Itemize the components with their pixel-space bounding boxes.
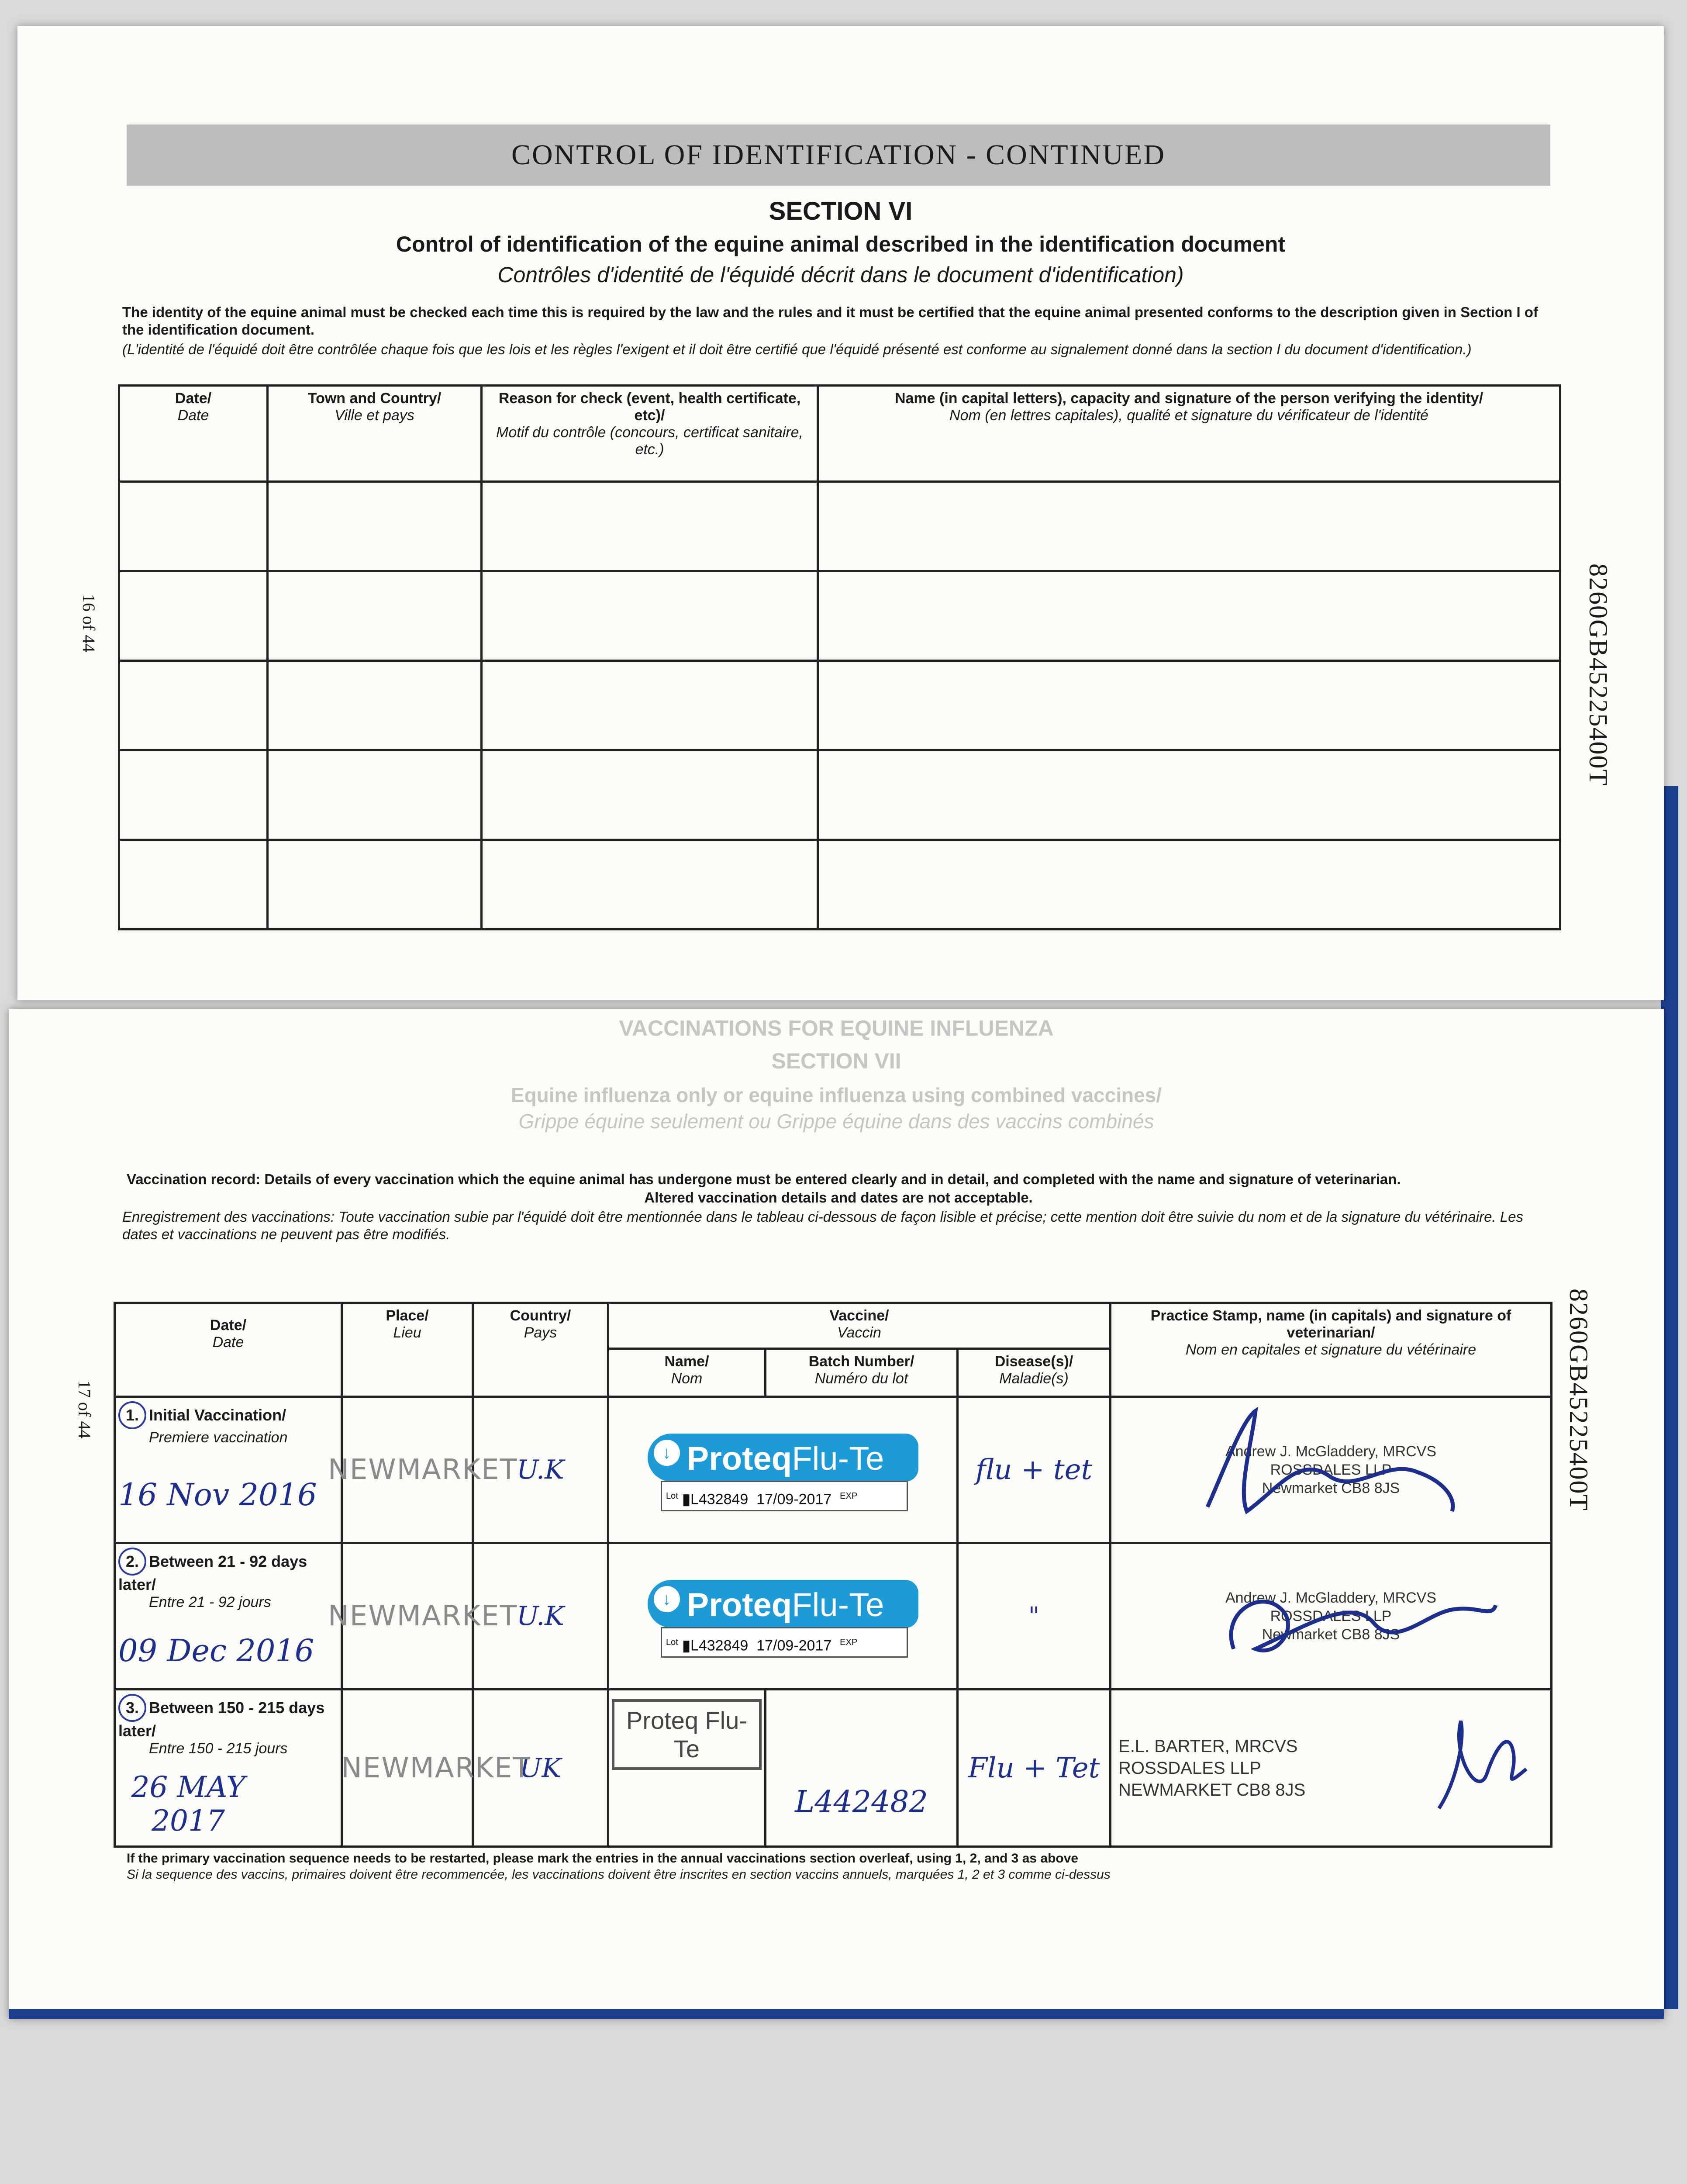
row-3-place-cell — [341, 1690, 531, 1847]
section-subtitle-fr: Contrôles d'identité de l'équidé décrit dans le document d'identification) — [497, 263, 1184, 287]
footnote-en: If the primary vaccination sequence needs to be restarted, please mark the entries in the annual vaccinations section overleaf, using 1, 2, and 3 as above — [127, 1851, 1079, 1866]
page-number: 16 of 44 — [79, 594, 99, 653]
handwritten-date: 16 Nov 2016 — [118, 1477, 317, 1513]
ghost-subtitle-en: Equine influenza only or equine influenza using combined vaccines/ — [511, 1084, 1162, 1106]
col-town-country: Town and Country/ Ville et pays — [268, 386, 482, 482]
handwritten-disease: flu + tet — [975, 1454, 1093, 1486]
col-diseases: Disease(s)/ Maladie(s) — [958, 1349, 1111, 1397]
place-stamp: NEWMARKET — [328, 1600, 518, 1632]
vet-stamp: Andrew J. McGladdery, MRCVS ROSSDALES LLP Newmarket CB8 8JS — [1225, 1590, 1437, 1643]
intro-en: The identity of the equine animal must be checked each time this is required by the law and the rules and it must be certified that the equine animal presented conforms to the description given in Section I of the identification document. — [122, 304, 1538, 338]
vaccine-name-stamp: Proteq Flu-Te — [612, 1699, 762, 1770]
vet-signature — [1426, 1704, 1539, 1835]
place-stamp: NEWMARKET — [341, 1752, 531, 1784]
footnote-fr: Si la sequence des vaccins, primaires doivent être recommencée, les vaccinations doivent être inscrites en section vaccins annuels, marquées 1, 2 et 3 comme ci-dessus — [127, 1867, 1111, 1882]
row-number-circle: 2. — [118, 1548, 146, 1576]
page-number: 17 of 44 — [75, 1380, 94, 1439]
table-row — [119, 482, 1560, 571]
col-place: Place/ Lieu — [342, 1303, 473, 1397]
row-2-place-cell — [328, 1543, 518, 1690]
row-3-disease-cell — [958, 1690, 1111, 1847]
page-16 — [17, 26, 1664, 1000]
col-reason: Reason for check (event, health certificate, etc)/ Motif du contrôle (concours, certificat sanitaire, etc.) — [482, 386, 818, 482]
passport-number: 8260GB45225400T — [1564, 1289, 1593, 1511]
section-banner: CONTROL OF IDENTIFICATION - CONTINUED — [127, 124, 1550, 186]
handwritten-disease: Flu + Tet — [968, 1752, 1100, 1784]
handwritten-country: U.K — [517, 1601, 564, 1631]
drop-icon: ↓ — [654, 1586, 680, 1612]
col-verifier: Name (in capital letters), capacity and signature of the person verifying the identity/ Nom (en lettres capitales), qualité et signature du vérificateur de l'identité — [818, 386, 1560, 482]
handwritten-date: 26 MAY 2017 — [131, 1770, 245, 1838]
vet-signature — [1190, 1402, 1487, 1533]
col-practice-stamp: Practice Stamp, name (in capitals) and signature of veterinarian/ Nom en capitales et signature du vétérinaire — [1111, 1303, 1552, 1397]
vet-signature — [1207, 1562, 1513, 1675]
page-17 — [9, 1009, 1664, 2019]
ghost-section-title: SECTION VII — [771, 1049, 901, 1073]
vaccination-intro-en2: Altered vaccination details and dates are not acceptable. — [644, 1189, 1033, 1206]
col-date: Date/ Date — [115, 1303, 342, 1397]
row-2-vaccine-sticker-cell — [608, 1543, 958, 1690]
drop-icon: ↓ — [654, 1440, 680, 1466]
vaccination-row-1 — [115, 1397, 1552, 1543]
row-3-date-cell: 3. Between 150 - 215 days later/ Entre 150 - 215 jours 26 MAY 2017 — [115, 1690, 342, 1847]
vaccination-intro-fr: Enregistrement des vaccinations: Toute vaccination subie par l'équidé doit être mentionnée dans le tableau ci-dessous de façon lisible et précise; cette mention doit être suivie du nom et de la signature du vétérinaire. Les dates et vaccinations ne peuvent pas être modifiés. — [122, 1209, 1523, 1242]
passport-number: 8260GB45225400T — [1584, 563, 1613, 786]
row-1-place-cell — [328, 1397, 518, 1543]
row-1-disease-cell — [958, 1397, 1111, 1543]
vaccine-sticker: ↓ ProteqFlu-Te $^{Lot}$ ▮L432849 17/09-2017 $^{EXP}$ — [648, 1434, 918, 1512]
row-2-date-cell: 2. Between 21 - 92 days later/ Entre 21 - 92 jours 09 Dec 2016 — [115, 1543, 342, 1690]
row-3-vet-cell — [1111, 1690, 1552, 1847]
identity-check-table — [118, 384, 1561, 930]
row-1-date-cell: 1. Initial Vaccination/ Premiere vaccination 16 Nov 2016 — [115, 1397, 342, 1543]
col-vaccine: Vaccine/ Vaccin — [608, 1303, 1111, 1349]
handwritten-batch-number: L442482 — [795, 1785, 928, 1819]
col-vaccine-name: Name/ Nom — [608, 1349, 766, 1397]
vaccination-row-3 — [115, 1690, 1552, 1847]
section-title: SECTION VI — [769, 197, 913, 225]
intro-fr: (L'identité de l'équidé doit être contrôlée chaque fois que les lois et les règles l'exigent et il doit être certifié que l'équidé présenté est conforme au signalement donné dans la section I du document d'identification.) — [122, 341, 1472, 357]
row-number-circle: 3. — [118, 1694, 146, 1722]
col-batch-number: Batch Number/ Numéro du lot — [766, 1349, 958, 1397]
ghost-banner: VACCINATIONS FOR EQUINE INFLUENZA — [619, 1016, 1054, 1040]
row-1-vaccine-sticker-cell — [608, 1397, 958, 1543]
vet-stamp: E.L. BARTER, MRCVS ROSSDALES LLP NEWMARKET CB8 8JS — [1118, 1736, 1306, 1800]
handwritten-date: 09 Dec 2016 — [118, 1633, 314, 1669]
row-3-vaccine-name-cell — [608, 1690, 766, 1847]
vaccination-table — [114, 1302, 1552, 1848]
ghost-subtitle-fr: Grippe équine seulement ou Grippe équine dans des vaccins combinés — [518, 1110, 1154, 1133]
row-2-disease-cell — [958, 1543, 1111, 1690]
row-2-vet-cell — [1111, 1543, 1552, 1690]
row-3-batch-cell — [766, 1690, 958, 1847]
vaccine-sticker: ↓ ProteqFlu-Te $^{Lot}$ ▮L432849 17/09-2017 $^{EXP}$ — [648, 1580, 918, 1659]
col-country: Country/ Pays — [473, 1303, 608, 1397]
row-number-circle: 1. — [118, 1401, 146, 1429]
table-row — [119, 661, 1560, 750]
handwritten-country: U.K — [517, 1455, 564, 1485]
table-header-row — [119, 386, 1560, 482]
place-stamp: NEWMARKET — [328, 1454, 518, 1486]
vaccination-header-row — [115, 1303, 1552, 1349]
vaccination-intro-en: Vaccination record: Details of every vaccination which the equine animal has undergone must be entered clearly and in detail, and completed with the name and signature of veterinarian. — [127, 1171, 1401, 1187]
vaccination-row-2 — [115, 1543, 1552, 1690]
col-date: Date/ Date — [119, 386, 268, 482]
table-row — [119, 571, 1560, 661]
table-row — [119, 840, 1560, 930]
table-row — [119, 750, 1560, 840]
handwritten-disease: " — [1028, 1602, 1040, 1631]
row-1-vet-cell — [1111, 1397, 1552, 1543]
vet-stamp: Andrew J. McGladdery, MRCVS ROSSDALES LLP Newmarket CB8 8JS — [1225, 1443, 1437, 1496]
handwritten-country: UK — [519, 1752, 562, 1783]
section-subtitle-en: Control of identification of the equine animal described in the identification document — [396, 232, 1286, 256]
